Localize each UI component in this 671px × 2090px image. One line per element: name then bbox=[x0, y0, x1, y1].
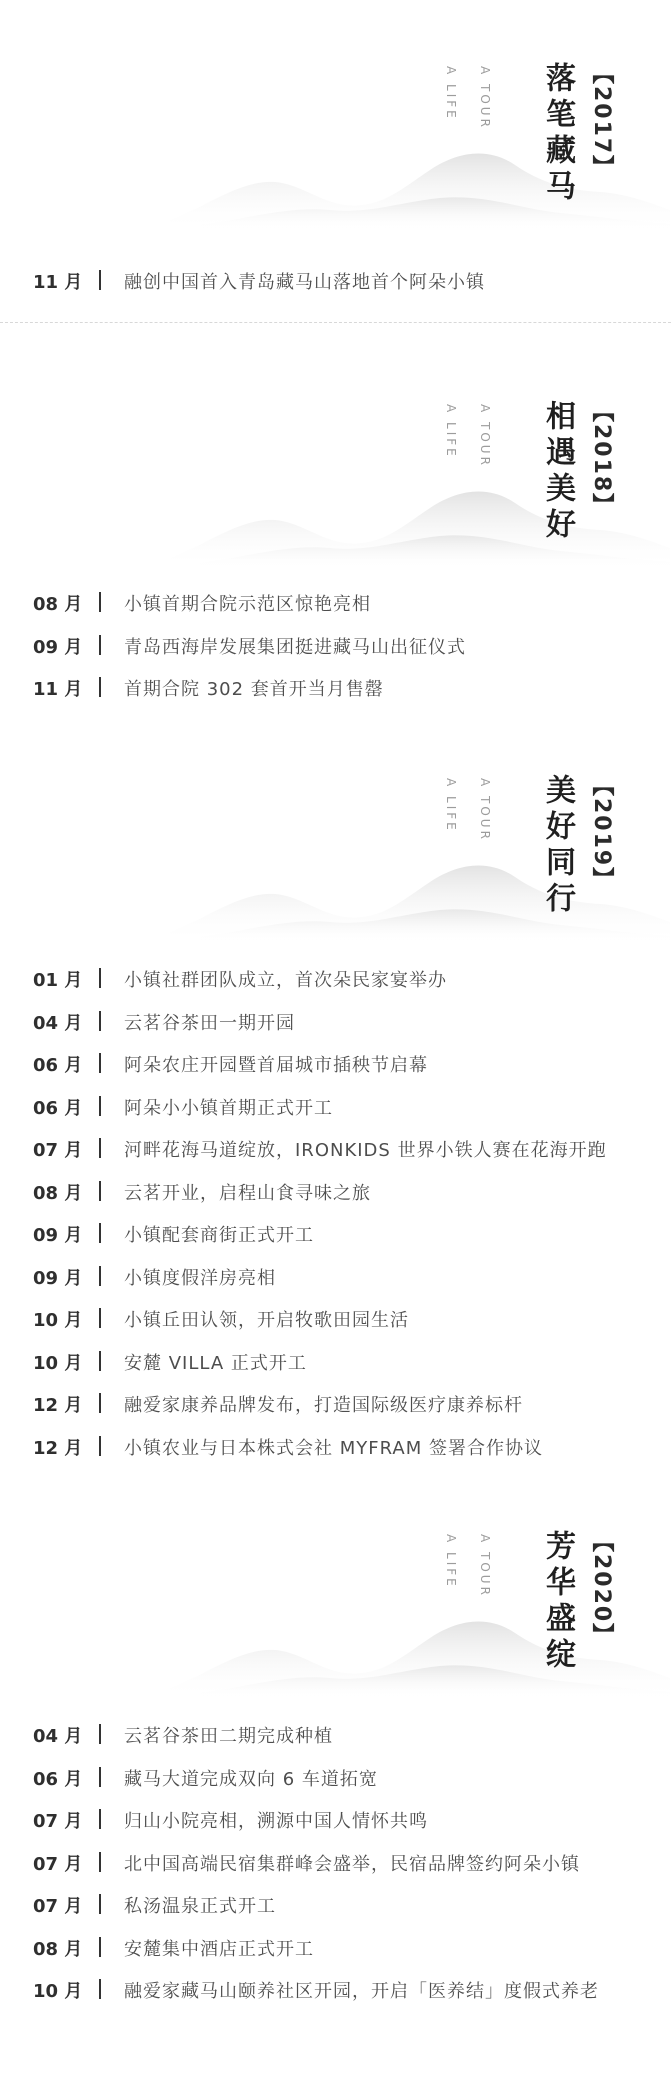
year-header bbox=[0, 378, 671, 558]
separator-bar bbox=[99, 1809, 101, 1829]
milestone-text: 小镇首期合院示范区惊艳亮相 bbox=[124, 594, 371, 615]
month-label: 01 月 bbox=[33, 970, 83, 991]
milestone-text: 小镇丘田认领，开启牧歌田园生活 bbox=[124, 1310, 409, 1331]
milestone-row bbox=[0, 633, 671, 663]
a-tour-label: A TOUR bbox=[478, 66, 492, 130]
month-label: 09 月 bbox=[33, 1225, 83, 1246]
milestone-row bbox=[0, 1807, 671, 1837]
separator-bar bbox=[99, 1937, 101, 1957]
separator-bar bbox=[99, 1223, 101, 1243]
a-life-label: A LIFE bbox=[444, 1534, 458, 1589]
year-label: 【2018】 bbox=[589, 400, 614, 518]
separator-bar bbox=[99, 1011, 101, 1031]
section-title: 相遇美好 bbox=[540, 400, 575, 544]
month-label: 10 月 bbox=[33, 1981, 83, 2002]
year-header bbox=[0, 40, 671, 220]
milestone-row bbox=[0, 1306, 671, 1336]
milestone-text: 首期合院 302 套首开当月售罄 bbox=[124, 679, 384, 700]
milestone-row bbox=[0, 1850, 671, 1880]
milestone-text: 阿朵农庄开园暨首届城市插秧节启幕 bbox=[124, 1055, 428, 1076]
milestone-row bbox=[0, 1349, 671, 1379]
month-label: 07 月 bbox=[33, 1896, 83, 1917]
separator-bar bbox=[99, 270, 101, 290]
month-label: 04 月 bbox=[33, 1012, 83, 1034]
milestone-text: 阿朵小小镇首期正式开工 bbox=[124, 1097, 333, 1119]
milestone-row bbox=[0, 1935, 671, 1965]
year-header bbox=[0, 752, 671, 932]
month-label: 08 月 bbox=[33, 1182, 83, 1204]
milestone-row bbox=[0, 966, 671, 996]
month-label: 06 月 bbox=[33, 1097, 83, 1119]
milestone-text: 藏马大道完成双向 6 车道拓宽 bbox=[124, 1768, 378, 1790]
milestone-row bbox=[0, 1136, 671, 1166]
milestone-text: 小镇农业与日本株式会社 MYFRAM 签署合作协议 bbox=[124, 1437, 543, 1459]
milestone-text: 河畔花海马道绽放，IRONKIDS 世界小铁人赛在花海开跑 bbox=[124, 1140, 607, 1161]
milestone-row bbox=[0, 1051, 671, 1081]
separator-bar bbox=[99, 1724, 101, 1744]
milestone-text: 安麓 VILLA 正式开工 bbox=[124, 1352, 307, 1374]
milestone-row bbox=[0, 1977, 671, 2007]
year-label: 【2017】 bbox=[589, 62, 614, 180]
milestone-text: 融爱家藏马山颐养社区开园，开启「医养结」度假式养老 bbox=[124, 1981, 599, 2002]
a-life-label: A LIFE bbox=[444, 778, 458, 833]
separator-bar bbox=[99, 1979, 101, 1999]
month-label: 11 月 bbox=[33, 272, 83, 293]
separator-bar bbox=[99, 1266, 101, 1286]
month-label: 12 月 bbox=[33, 1437, 83, 1459]
month-label: 06 月 bbox=[33, 1768, 83, 1790]
milestone-text: 私汤温泉正式开工 bbox=[124, 1896, 276, 1917]
milestone-row bbox=[0, 1892, 671, 1922]
month-label: 12 月 bbox=[33, 1395, 83, 1416]
milestone-text: 小镇社群团队成立，首次朵民家宴举办 bbox=[124, 970, 447, 991]
milestone-row bbox=[0, 1221, 671, 1251]
milestone-row bbox=[0, 675, 671, 705]
milestone-row bbox=[0, 1009, 671, 1039]
milestone-row bbox=[0, 1434, 671, 1464]
month-label: 06 月 bbox=[33, 1055, 83, 1076]
section-divider bbox=[0, 322, 671, 323]
month-label: 08 月 bbox=[33, 594, 83, 615]
month-label: 09 月 bbox=[33, 1267, 83, 1289]
separator-bar bbox=[99, 677, 101, 697]
month-label: 08 月 bbox=[33, 1938, 83, 1960]
separator-bar bbox=[99, 635, 101, 655]
milestone-row bbox=[0, 1264, 671, 1294]
separator-bar bbox=[99, 592, 101, 612]
milestone-text: 安麓集中酒店正式开工 bbox=[124, 1938, 314, 1960]
milestone-row bbox=[0, 590, 671, 620]
milestone-text: 北中国高端民宿集群峰会盛举，民宿品牌签约阿朵小镇 bbox=[124, 1853, 580, 1875]
milestone-row bbox=[0, 268, 671, 298]
section-title: 落笔藏马 bbox=[540, 62, 575, 206]
a-life-label: A LIFE bbox=[444, 404, 458, 459]
milestone-text: 青岛西海岸发展集团挺进藏马山出征仪式 bbox=[124, 636, 466, 658]
year-label: 【2019】 bbox=[589, 774, 614, 892]
a-tour-label: A TOUR bbox=[478, 1534, 492, 1598]
month-label: 09 月 bbox=[33, 636, 83, 658]
month-label: 07 月 bbox=[33, 1811, 83, 1832]
separator-bar bbox=[99, 1767, 101, 1787]
month-label: 04 月 bbox=[33, 1726, 83, 1747]
milestone-row bbox=[0, 1179, 671, 1209]
separator-bar bbox=[99, 1393, 101, 1413]
section-title: 美好同行 bbox=[540, 774, 575, 918]
year-label: 【2020】 bbox=[589, 1530, 614, 1648]
milestone-row bbox=[0, 1094, 671, 1124]
separator-bar bbox=[99, 1138, 101, 1158]
separator-bar bbox=[99, 1894, 101, 1914]
milestone-text: 融创中国首入青岛藏马山落地首个阿朵小镇 bbox=[124, 272, 485, 293]
separator-bar bbox=[99, 1096, 101, 1116]
separator-bar bbox=[99, 1181, 101, 1201]
a-life-label: A LIFE bbox=[444, 66, 458, 121]
milestone-text: 云茗开业，启程山食寻味之旅 bbox=[124, 1182, 371, 1204]
milestone-text: 小镇配套商街正式开工 bbox=[124, 1225, 314, 1246]
month-label: 10 月 bbox=[33, 1310, 83, 1331]
section-title: 芳华盛绽 bbox=[540, 1530, 575, 1674]
month-label: 07 月 bbox=[33, 1853, 83, 1875]
milestone-row bbox=[0, 1391, 671, 1421]
separator-bar bbox=[99, 1308, 101, 1328]
separator-bar bbox=[99, 1852, 101, 1872]
separator-bar bbox=[99, 1053, 101, 1073]
separator-bar bbox=[99, 1351, 101, 1371]
month-label: 07 月 bbox=[33, 1140, 83, 1161]
month-label: 11 月 bbox=[33, 679, 83, 700]
month-label: 10 月 bbox=[33, 1352, 83, 1374]
a-tour-label: A TOUR bbox=[478, 778, 492, 842]
milestone-row bbox=[0, 1765, 671, 1795]
milestone-text: 归山小院亮相，溯源中国人情怀共鸣 bbox=[124, 1811, 428, 1832]
milestone-text: 云茗谷茶田二期完成种植 bbox=[124, 1726, 333, 1747]
milestone-text: 融爱家康养品牌发布，打造国际级医疗康养标杆 bbox=[124, 1395, 523, 1416]
milestone-text: 小镇度假洋房亮相 bbox=[124, 1267, 276, 1289]
milestone-row bbox=[0, 1722, 671, 1752]
milestone-text: 云茗谷茶田一期开园 bbox=[124, 1012, 295, 1034]
year-header bbox=[0, 1508, 671, 1688]
a-tour-label: A TOUR bbox=[478, 404, 492, 468]
separator-bar bbox=[99, 968, 101, 988]
separator-bar bbox=[99, 1436, 101, 1456]
